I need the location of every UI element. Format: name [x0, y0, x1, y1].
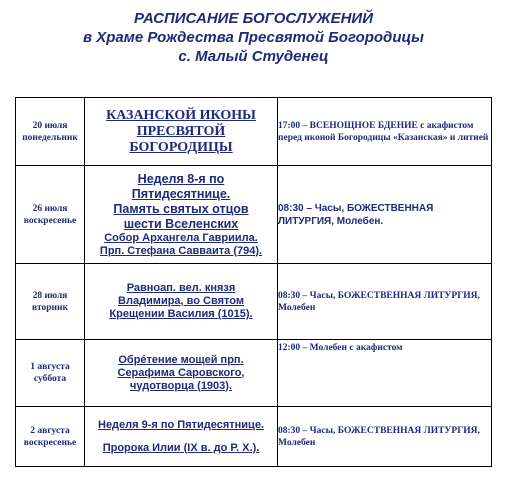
feast-subline: Пророка Илии (IX в. до Р. Х.).	[102, 441, 260, 454]
feast-line: ПРЕСВЯТОЙ	[136, 123, 226, 139]
feast-line: Обре́тение мощей прп.	[118, 353, 244, 366]
feast-cell	[85, 340, 278, 407]
date: 20 июля	[32, 120, 68, 131]
date: 1 августа	[30, 362, 70, 372]
feast-subline: Прп. Стефана Савваита (794).	[99, 244, 263, 257]
table-row	[16, 166, 492, 264]
date-cell	[16, 98, 85, 166]
date: 2 августа	[30, 425, 70, 436]
service-text: 08:30 – Часы, БОЖЕСТВЕННАЯ ЛИТУРГИЯ, Молебен	[278, 425, 480, 448]
service-cell	[278, 340, 492, 407]
feast-cell	[85, 264, 278, 340]
table-row	[16, 98, 492, 166]
feast-line: Неделя 8-я по	[137, 171, 225, 186]
service-cell	[278, 98, 492, 166]
feast-spacer	[85, 432, 277, 442]
feast-line: Серафима Саровского,	[117, 366, 245, 379]
feast-line: Память святых отцов	[113, 201, 249, 216]
service-text: 08:30 – Часы, БОЖЕСТВЕННАЯ ЛИТУРГИЯ, Молебен.	[278, 202, 434, 227]
service-text: 12:00 – Молебен с акафистом	[278, 343, 403, 353]
table-row	[16, 407, 492, 467]
village-name: с. Малый Студенец	[178, 48, 329, 65]
service-cell	[278, 166, 492, 264]
weekday: воскресенье	[23, 215, 77, 226]
weekday: понедельник	[22, 132, 78, 143]
feast-line: чудотворца (1903).	[129, 379, 233, 392]
feast-line: Владимира, во Святом	[118, 295, 244, 307]
schedule-header	[0, 9, 507, 66]
table-row	[16, 264, 492, 340]
feast-cell	[85, 166, 278, 264]
church-name: в Храме Рождества Пресвятой Богородицы	[83, 29, 424, 46]
date-cell	[16, 166, 85, 264]
service-text: 08:30 – Часы, БОЖЕСТВЕННАЯ ЛИТУРГИЯ, Молебен	[278, 290, 480, 313]
page-title: РАСПИСАНИЕ БОГОСЛУЖЕНИЙ	[133, 10, 374, 27]
feast-cell	[85, 98, 278, 166]
feast-subline: Собор Архангела Гавриила.	[104, 231, 258, 244]
feast-line: КАЗАНСКОЙ ИКОНЫ	[106, 107, 256, 123]
feast-line: Равноап. вел. князя	[126, 282, 236, 294]
date: 26 июля	[32, 203, 68, 214]
service-text: 17:00 – ВСЕНОЩНОЕ БДЕНИЕ с акафистом перед иконой Богородицы «Казанская» и литией	[278, 120, 489, 143]
service-cell	[278, 264, 492, 340]
date-cell	[16, 264, 85, 340]
date: 28 июля	[32, 290, 68, 301]
feast-line: БОГОРОДИЦЫ	[129, 139, 233, 155]
date-cell	[16, 340, 85, 407]
feast-line: Пятидесятнице.	[131, 186, 231, 201]
table-row	[16, 340, 492, 407]
date-cell	[16, 407, 85, 467]
feast-line: Крещении Василия (1015).	[109, 308, 253, 320]
weekday: суббота	[33, 374, 67, 384]
schedule-table	[15, 97, 492, 467]
feast-line: шести Вселенских	[123, 216, 239, 231]
feast-line: Неделя 9-я по Пятидесятнице.	[98, 418, 264, 431]
service-cell	[278, 407, 492, 467]
weekday: воскресенье	[23, 437, 77, 448]
weekday: вторник	[32, 302, 68, 313]
feast-cell	[85, 407, 278, 467]
